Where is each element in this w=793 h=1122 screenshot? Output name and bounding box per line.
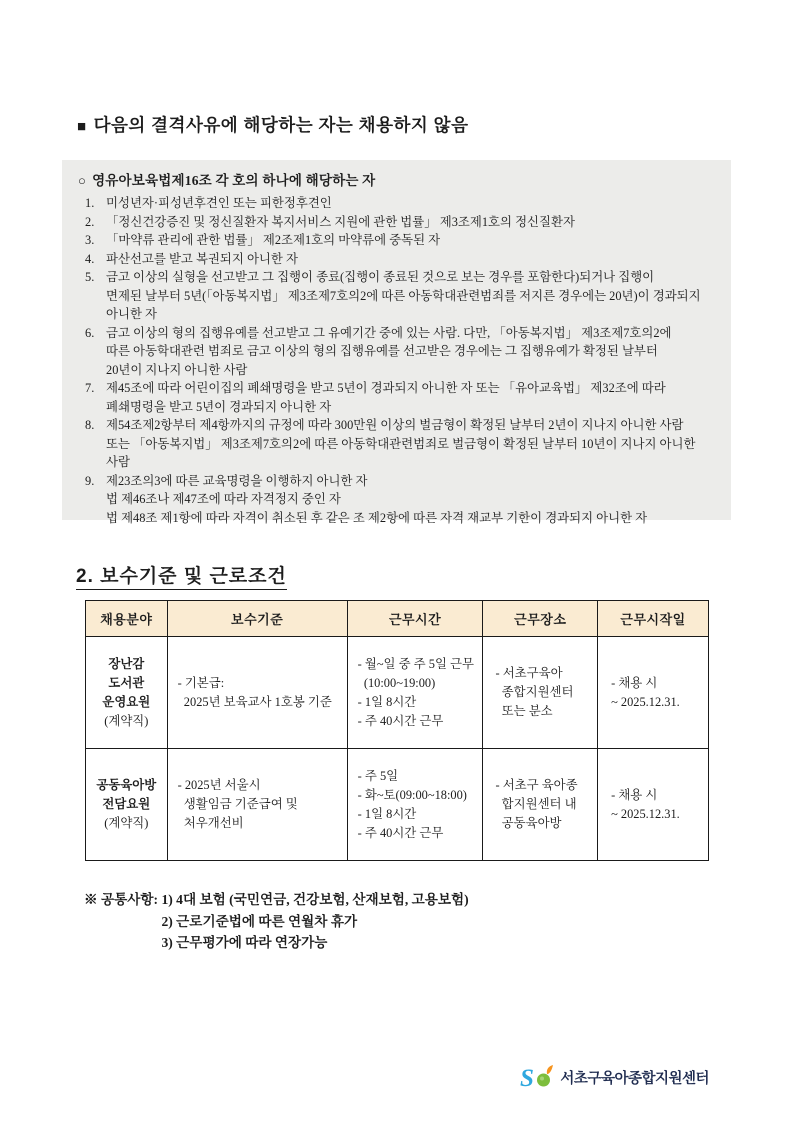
disqualification-heading-text: 영유아보육법제16조 각 호의 하나에 해당하는 자 [92,173,376,188]
cell-line: ~ 2025.12.31. [611,694,680,709]
table-cell [167,637,347,749]
cell-line: 장난감 [108,656,145,671]
cell-line: 운영요원 [102,694,151,709]
item-text-line: 또는 「아동복지법」 제3조제7호의2에 따른 아동학대관련범죄로 벌금형이 확정된 날부터 10년이 지나지 아니한 [106,436,696,451]
disqualification-box [62,160,731,525]
item-text-line: 제23조의3에 따른 교육명령을 이행하지 아니한 자 [106,473,368,488]
table-header-cell: 채용분야 [86,601,168,637]
cell-line: ~ 2025.12.31. [611,806,680,821]
cell-line: 공동육아방 [495,816,562,830]
cell-line: 생활임금 기준급여 및 [177,797,298,811]
item-text [106,472,717,528]
item-text [106,231,717,250]
cell-line: 2025년 보육교사 1호봉 기준 [177,694,332,709]
section2-title-text: 2. 보수기준 및 근로조건 [76,566,287,590]
table-header-row [86,601,709,637]
cell-line: - 서초구 육아종 [495,778,578,792]
section1-title [77,112,468,137]
item-text-line: 폐쇄명령을 받고 5년이 경과되지 아니한 자 [106,399,332,414]
table-cell [483,637,598,749]
disqualification-item [85,194,717,213]
svg-text:S: S [520,1065,535,1091]
table-cell [347,749,483,861]
common-note-item: 2) 근로기준법에 따른 연월차 휴가 [161,913,358,929]
item-text-line: 면제된 날부터 5년(「아동복지법」 제3조제7호의2에 따른 아동학대관련범죄를 저지른 경우에는 20년)이 경과되지 [106,288,701,303]
cell-line: - 주 5일 [357,768,399,783]
table-cell [483,749,598,861]
cell-line: - 월~일 중 주 5일 근무 [357,656,474,671]
item-text [106,379,717,416]
footer-logo-text: 서초구육아종합지원센터 [560,1070,709,1087]
disqualification-item [85,250,717,269]
cell-line: 종합지원센터 [495,685,574,699]
table-cell [598,749,709,861]
table-cell [167,749,347,861]
item-text [106,194,717,213]
disqualification-item [85,472,717,528]
item-number: 3. [85,233,95,247]
item-text-line: 20년이 지나지 아니한 사람 [106,362,248,377]
table-header-cell: 근무장소 [483,601,598,637]
item-text-line: 파산선고를 받고 복권되지 아니한 자 [106,251,298,266]
table-cell [86,749,168,861]
item-number: 6. [85,325,95,340]
item-number: 8. [85,418,95,432]
disqualification-item [85,324,717,380]
section2-title [76,561,287,588]
disqualification-item [85,379,717,416]
item-text-line: 아니한 자 [106,307,157,321]
cell-line: (계약직) [104,713,149,728]
cell-line: - 2025년 서울시 [177,778,261,792]
item-text [106,250,717,269]
table-header-cell: 보수기준 [167,601,347,637]
common-notes-list [161,889,468,954]
cell-line: - 1일 8시간 [357,806,417,821]
cell-line: - 채용 시 [611,787,658,802]
cell-line: 또는 분소 [495,704,553,718]
item-text-line: 사람 [106,455,130,469]
cell-line: - 기본급: [177,675,225,690]
item-text [106,416,717,472]
item-text-line: 「마약류 관리에 관한 법률」 제2조제1호의 마약류에 중독된 자 [106,233,441,247]
black-square-bullet: ■ [77,118,87,135]
item-text-line: 제45조에 따라 어린이집의 폐쇄명령을 받고 5년이 경과되지 아니한 자 또는 「유아교육법」 제32조에 따라 [106,381,666,395]
item-text-line: 제54조제2항부터 제4항까지의 규정에 따라 300만원 이상의 벌금형이 확정된 날부터 2년이 지나지 아니한 사람 [106,418,684,432]
table-cell [598,637,709,749]
table-row [86,637,709,749]
cell-line: - 1일 8시간 [357,694,417,709]
item-text-line: 법 제48조 제1항에 따라 자격이 취소된 후 같은 조 제2항에 따른 자격 재교부 기한이 경과되지 아니한 자 [106,510,648,525]
item-text-line: 금고 이상의 형의 집행유예를 선고받고 그 유예기간 중에 있는 사람. 다만, 「아동복지법」 제3조제7호의2에 [106,325,672,340]
cell-line: (계약직) [104,816,149,830]
table-row [86,749,709,861]
item-number: 2. [85,214,95,229]
disqualification-list [78,194,717,527]
common-note-item: 1) 4대 보험 (국민연금, 건강보험, 산재보험, 고용보험) [161,892,469,907]
table-cell [86,637,168,749]
disqualification-item [85,268,717,324]
item-text-line: 미성년자·피성년후견인 또는 피한정후견인 [106,196,332,210]
common-notes [84,889,469,954]
table-header-cell: 근무시작일 [598,601,709,637]
item-text [106,268,717,324]
item-text-line: 따른 아동학대관련 범죄로 금고 이상의 형의 집행유예를 선고받은 경우에는 그 집행유예가 확정된 날부터 [106,344,658,358]
cell-line: - 화~토(09:00~18:00) [357,787,467,802]
item-number: 7. [85,381,95,395]
disqualification-item [85,231,717,250]
item-text-line: 금고 이상의 실형을 선고받고 그 집행이 종료(집행이 종료된 것으로 보는 경우를 포함한다)되거나 집행이 [106,270,655,284]
cell-line: 합지원센터 내 [495,797,577,811]
cell-line: 공동육아방 [96,778,157,792]
item-number: 5. [85,270,95,284]
disqualification-item [85,416,717,472]
cell-line: - 서초구육아 [495,666,563,680]
common-notes-prefix: ※ 공통사항: [84,892,162,907]
item-text [106,324,717,380]
item-text [106,213,717,232]
cell-line: 처우개선비 [177,816,244,830]
disqualification-item [85,213,717,232]
footer-logo [520,1063,709,1091]
table-cell [347,637,483,749]
section1-title-text: 다음의 결격사유에 해당하는 자는 채용하지 않음 [93,115,469,135]
item-number: 1. [85,196,95,210]
item-text-line: 법 제46조나 제47조에 따라 자격정지 중인 자 [106,492,341,506]
table-header-cell: 근무시간 [347,601,483,637]
disqualification-box-heading [78,171,717,191]
pay-conditions-table [85,600,709,861]
item-number: 4. [85,251,95,266]
cell-line: 도서관 [108,675,145,690]
circle-bullet: ○ [78,173,87,188]
item-number: 9. [85,473,95,488]
cell-line: - 주 40시간 근무 [357,825,444,840]
cell-line: - 주 40시간 근무 [357,713,444,728]
item-text-line: 「정신건강증진 및 정신질환자 복지서비스 지원에 관한 법률」 제3조제1호의 정신질환자 [106,214,575,229]
center-logo-icon [520,1063,558,1091]
cell-line: - 채용 시 [611,675,658,690]
cell-line: 전담요원 [102,797,151,811]
common-note-item: 3) 근무평가에 따라 연장가능 [161,935,328,950]
cell-line: (10:00~19:00) [357,675,436,690]
